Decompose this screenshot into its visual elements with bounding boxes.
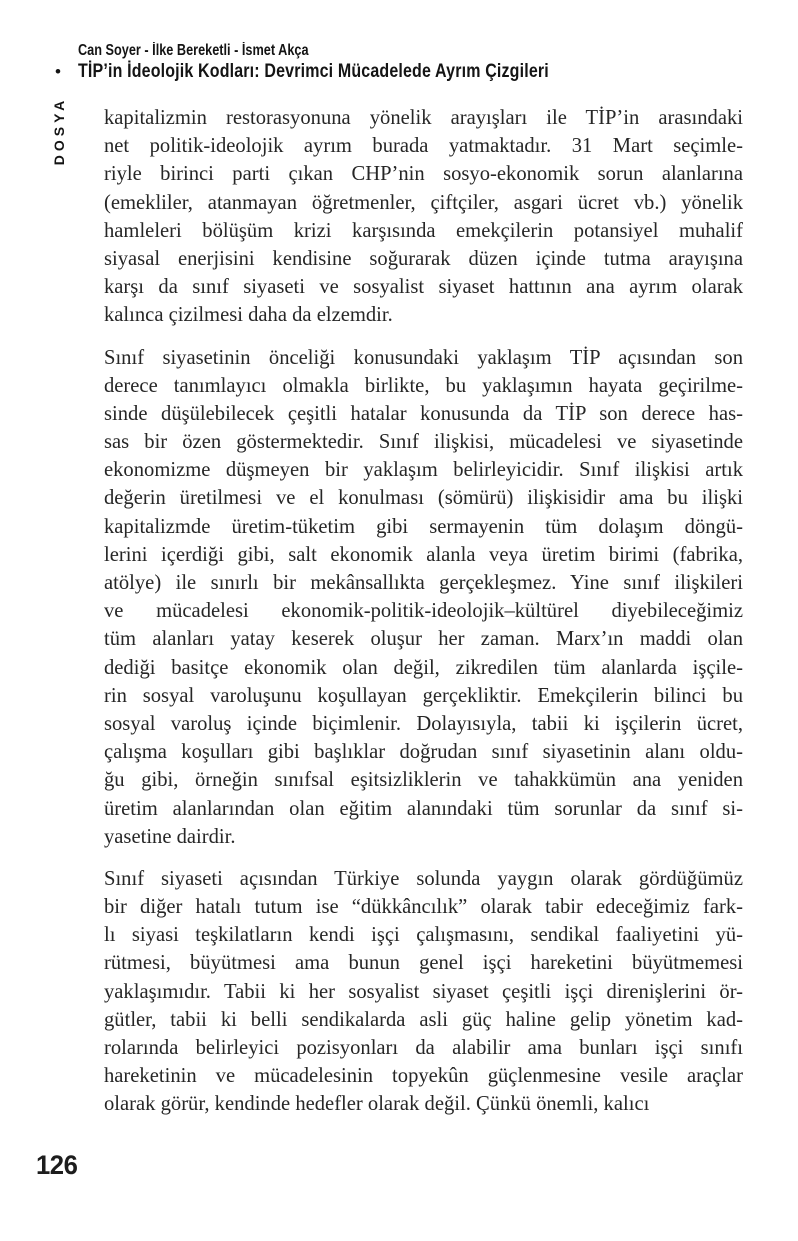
text-line: sosyal varoluş içinde biçimlenir. Dolayısıyla, tabii ki işçilerin ücret, bbox=[104, 712, 743, 735]
text-line: hamleleri bölüşüm krizi karşısında emekçilerin potansiyel muhalif bbox=[104, 219, 743, 242]
page-number: 126 bbox=[36, 1150, 78, 1180]
text-line: yasetine dairdir. bbox=[104, 825, 236, 848]
text-line: lerini içerdiği gibi, salt ekonomik alanla veya üretim birimi (fabrika, bbox=[104, 543, 743, 566]
text-line: üretim alanlarından olan eğitim alanındaki tüm sorunlar da sınıf si- bbox=[104, 797, 743, 820]
article-authors: Can Soyer - İlke Bereketli - İsmet Akça bbox=[78, 42, 309, 59]
title-bullet-icon: • bbox=[55, 61, 61, 81]
text-line: dediği basitçe ekonomik olan değil, zikredilen tüm alanlarda işçile- bbox=[104, 656, 743, 679]
text-line: kapitalizmde üretim-tüketim gibi sermayenin tüm dolaşım döngü- bbox=[104, 515, 743, 538]
text-line: sinde düşülebilecek çeşitli hatalar konusunda da TİP son derece has- bbox=[104, 402, 743, 425]
text-line: siyasal enerjisini kendisine soğurarak düzen içinde tutma arayışına bbox=[104, 247, 743, 270]
paragraph bbox=[104, 104, 743, 330]
text-line: rin sosyal varoluşunu koşullayan gerçekliktir. Emekçilerin bilinci bu bbox=[104, 684, 743, 707]
text-line: hareketinin ve mücadelesinin topyekûn güçlenmesine vesile araçlar bbox=[104, 1065, 743, 1088]
text-line: Sınıf siyasetinin önceliği konusundaki yaklaşım TİP açısından son bbox=[104, 346, 743, 369]
text-line: riyle birinci parti çıkan CHP’nin sosyo-ekonomik sorun alanlarına bbox=[104, 163, 743, 186]
text-line: derece tanımlayıcı olmakla birlikte, bu yaklaşımın hayata geçirilme- bbox=[104, 374, 743, 397]
text-line: tüm alanları yatay keserek oluşur her zaman. Marx’ın maddi olan bbox=[104, 628, 743, 651]
text-line: net politik-ideolojik ayrım burada yatmaktadır. 31 Mart seçimle- bbox=[104, 135, 743, 158]
text-line: sas bir özen göstermektedir. Sınıf ilişkisi, mücadelesi ve siyasetinde bbox=[104, 431, 743, 454]
text-line: gütler, tabii ki belli sendikalarda asli güç haline gelip yönetim kad- bbox=[104, 1008, 743, 1031]
text-line: olarak görür, kendinde hedefler olarak değil. Çünkü önemli, kalıcı bbox=[104, 1093, 650, 1116]
text-line: Sınıf siyaseti açısından Türkiye solunda yaygın olarak gördüğümüz bbox=[104, 867, 743, 890]
text-line: ve mücadelesi ekonomik-politik-ideolojik–kültürel diyebileceğimiz bbox=[104, 600, 743, 623]
section-label-dosya: DOSYA bbox=[51, 96, 67, 166]
text-line: karşı da sınıf siyaseti ve sosyalist siyaset hattının ana ayrım olarak bbox=[104, 276, 743, 299]
article-title-row bbox=[55, 60, 652, 83]
text-line: atölye) ile sınırlı bir mekânsallıkta gerçekleşmez. Yine sınıf ilişkileri bbox=[104, 572, 743, 594]
text-line: değerin üretilmesi ve el konulması (sömürü) ilişkisidir ama bu ilişki bbox=[104, 487, 743, 510]
text-line: (emekliler, atanmayan öğretmenler, çiftçiler, asgari ücret vb.) yönelik bbox=[104, 191, 743, 214]
text-line: ekonomizme düşmeyen bir yaklaşım belirleyicidir. Sınıf ilişkisi artık bbox=[104, 459, 743, 482]
text-line: kalınca çizilmesi daha da elzemdir. bbox=[104, 304, 393, 327]
text-line: rolarında belirleyici pozisyonları da alabilir ama bunları işçi sınıfı bbox=[104, 1037, 743, 1059]
text-line: yaklaşımıdır. Tabii ki her sosyalist siyaset çeşitli işçi direnişlerini ör- bbox=[104, 980, 743, 1003]
text-line: çalışma koşulları gibi başlıklar doğrudan sınıf siyasetinin alanı oldu- bbox=[104, 741, 743, 764]
article-title: TİP’in İdeolojik Kodları: Devrimci Mücadelede Ayrım Çizgileri bbox=[78, 60, 549, 82]
text-line: bir diğer hatalı tutum ise “dükkâncılık” olarak tabir edeceğimiz fark- bbox=[104, 896, 743, 919]
text-line: kapitalizmin restorasyonuna yönelik arayışları ile TİP’in arasındaki bbox=[104, 107, 743, 129]
text-line: rütmesi, büyütmesi ama bunun genel işçi hareketini büyütmemesi bbox=[104, 952, 743, 975]
text-line: ğu gibi, örneğin sınıfsal eşitsizliklerin ve tahakkümün ana yeniden bbox=[104, 769, 743, 792]
paragraph bbox=[104, 344, 743, 851]
article-body bbox=[104, 104, 743, 1133]
text-line: lı siyasi teşkilatların kendi işçi çalışmasını, sendikal faaliyetini yü- bbox=[104, 924, 743, 947]
paragraph bbox=[104, 865, 743, 1119]
